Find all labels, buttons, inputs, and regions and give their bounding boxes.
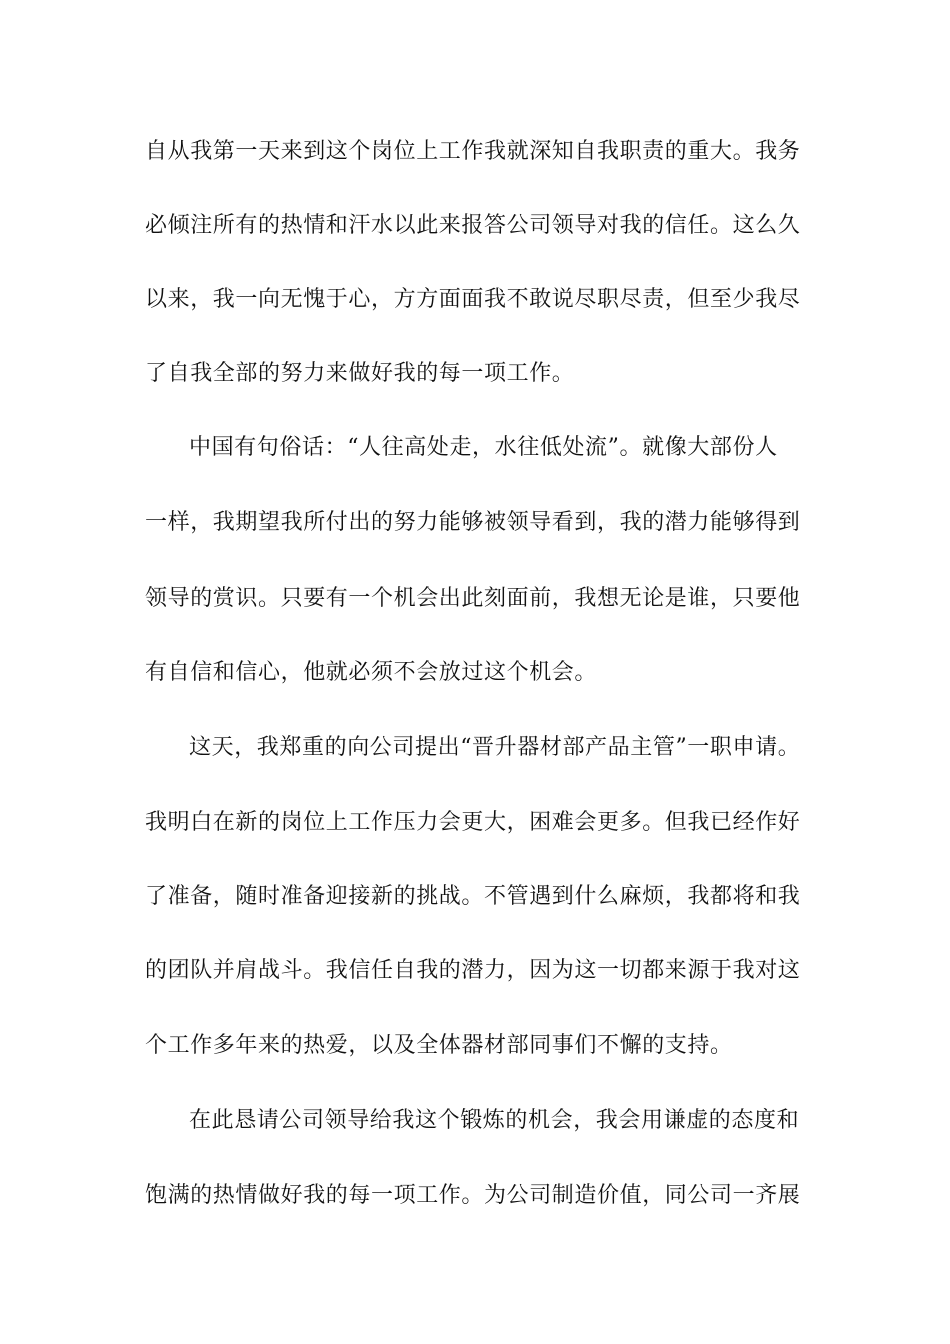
text-line: 的团队并肩战斗。我信任自我的潜力，因为这一切都来源于我对这 xyxy=(145,958,801,983)
paragraph-first-line: 中国有句俗话：“人往高处走，水往低处流”。就像大部份人 xyxy=(189,435,778,460)
text-line: 一样，我期望我所付出的努力能够被领导看到，我的潜力能够得到 xyxy=(145,510,801,535)
text-line: 必倾注所有的热情和汗水以此来报答公司领导对我的信任。这么久 xyxy=(145,213,801,238)
paragraph-first-line: 这天，我郑重的向公司提出“晋升器材部产品主管”一职申请。 xyxy=(189,735,801,760)
text-line: 自从我第一天来到这个岗位上工作我就深知自我职责的重大。我务 xyxy=(145,139,801,164)
text-line: 了准备，随时准备迎接新的挑战。不管遇到什么麻烦，我都将和我 xyxy=(145,884,801,909)
text-line: 有自信和信心，他就必须不会放过这个机会。 xyxy=(145,660,598,685)
text-line: 领导的赏识。只要有一个机会出此刻面前，我想无论是谁，只要他 xyxy=(145,586,801,611)
text-line: 饱满的热情做好我的每一项工作。为公司制造价值，同公司一齐展 xyxy=(145,1183,801,1208)
text-line: 个工作多年来的热爱，以及全体器材部同事们不懈的支持。 xyxy=(145,1033,733,1058)
text-line: 我明白在新的岗位上工作压力会更大，困难会更多。但我已经作好 xyxy=(145,810,801,835)
text-line: 以来，我一向无愧于心，方方面面我不敢说尽职尽责，但至少我尽 xyxy=(145,287,801,312)
text-line: 了自我全部的努力来做好我的每一项工作。 xyxy=(145,361,575,386)
paragraph-first-line: 在此恳请公司领导给我这个锻炼的机会，我会用谦虚的态度和 xyxy=(189,1108,800,1133)
